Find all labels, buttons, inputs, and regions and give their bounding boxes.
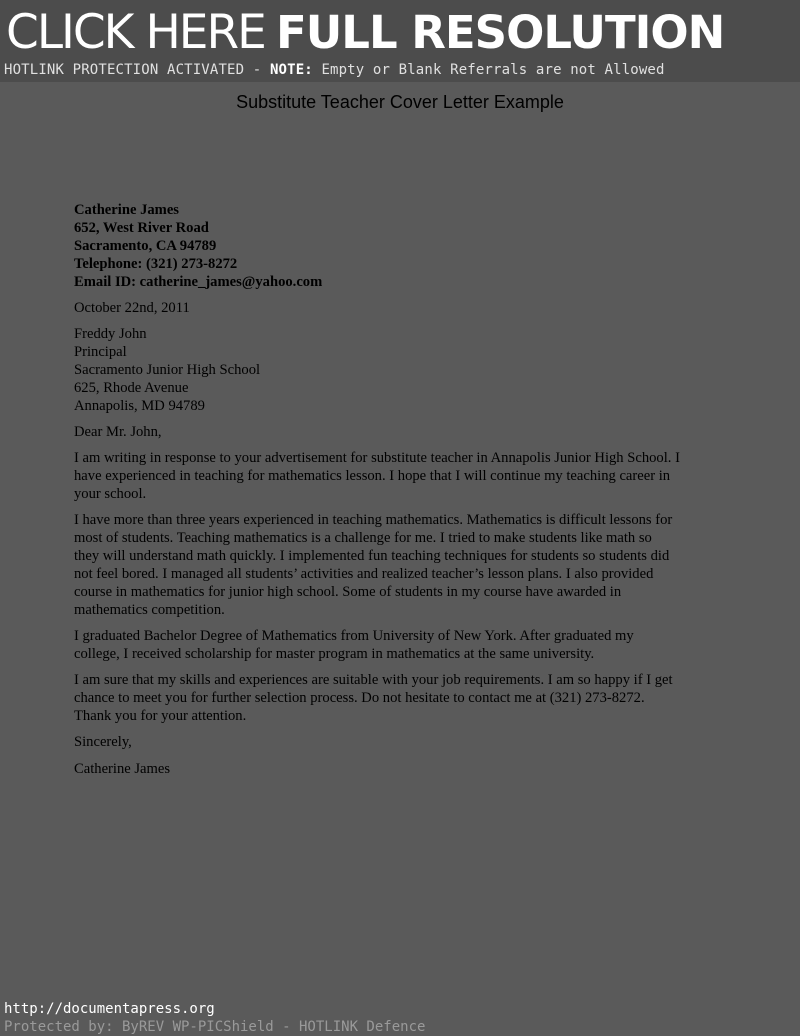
paragraph-line: most of students. Teaching mathematics is a challenge for me. I tried to make students like math so <box>74 530 652 546</box>
footer-protection-notice: Protected by: ByREV WP-PICShield - HOTLINK Defence <box>4 1019 426 1035</box>
sender-address <box>74 201 734 291</box>
recipient-city: Annapolis, MD 94789 <box>74 398 205 414</box>
sender-name: Catherine James <box>74 202 179 218</box>
paragraph-line: have experienced in teaching for mathematics lesson. I hope that I will continue my teaching career in <box>74 468 671 484</box>
signature-line: Catherine James <box>74 761 171 777</box>
paragraph-line: chance to meet you for further selection process. Do not hesitate to contact me at (321) 273-8272. <box>74 690 645 706</box>
hotlink-banner[interactable] <box>0 0 800 82</box>
recipient-address <box>74 325 734 415</box>
paragraph-line: mathematics competition. <box>74 602 225 618</box>
closing-line: Sincerely, <box>74 734 132 750</box>
paragraph-line: they will understand math quickly. I implemented fun teaching techniques for students so students did <box>74 548 670 564</box>
paragraph-line: your school. <box>74 486 147 502</box>
paragraph-line: not feel bored. I managed all students’ activities and realized teacher’s lesson plans. I also provided <box>74 566 654 582</box>
salutation-line: Dear Mr. John, <box>74 424 162 440</box>
banner-subtitle-note: NOTE: <box>269 62 313 78</box>
recipient-title: Principal <box>74 344 127 360</box>
cover-letter <box>74 201 734 778</box>
paragraph-line: I am sure that my skills and experiences are suitable with your job requirements. I am so happy if I get <box>74 672 673 688</box>
banner-title[interactable] <box>6 4 724 66</box>
salutation <box>74 423 734 441</box>
paragraph-1 <box>74 449 734 503</box>
sender-email: Email ID: catherine_james@yahoo.com <box>74 274 323 290</box>
banner-subtitle <box>4 62 665 78</box>
document-title: Substitute Teacher Cover Letter Example <box>236 92 564 112</box>
sender-telephone: Telephone: (321) 273-8272 <box>74 256 238 272</box>
footer-url-link[interactable]: http://documentapress.org <box>4 1001 215 1017</box>
paragraph-3 <box>74 627 734 663</box>
banner-title-bold[interactable]: FULL RESOLUTION <box>275 6 725 59</box>
sender-city: Sacramento, CA 94789 <box>74 238 217 254</box>
letter-date <box>74 299 734 317</box>
banner-subtitle-rest: Empty or Blank Referrals are not Allowed <box>312 62 665 78</box>
paragraph-line: course in mathematics for junior high school. Some of students in my course have awarded in <box>74 584 622 600</box>
sender-street: 652, West River Road <box>74 220 209 236</box>
recipient-school: Sacramento Junior High School <box>74 362 261 378</box>
paragraph-line: Thank you for your attention. <box>74 708 247 724</box>
date-line: October 22nd, 2011 <box>74 300 190 316</box>
paragraph-4 <box>74 671 734 725</box>
signature <box>74 760 734 778</box>
paragraph-line: college, I received scholarship for master program in mathematics at the same university. <box>74 646 595 662</box>
recipient-street: 625, Rhode Avenue <box>74 380 189 396</box>
banner-subtitle-prefix: HOTLINK PROTECTION ACTIVATED - <box>4 62 270 78</box>
recipient-name: Freddy John <box>74 326 147 342</box>
banner-title-thin[interactable]: CLICK HERE <box>6 5 265 60</box>
paragraph-line: I have more than three years experienced in teaching mathematics. Mathematics is difficult lessons for <box>74 512 673 528</box>
paragraph-2 <box>74 511 734 619</box>
closing <box>74 733 734 751</box>
paragraph-line: I am writing in response to your advertisement for substitute teacher in Annapolis Junior High School. I <box>74 450 680 466</box>
paragraph-line: I graduated Bachelor Degree of Mathematics from University of New York. After graduated my <box>74 628 634 644</box>
